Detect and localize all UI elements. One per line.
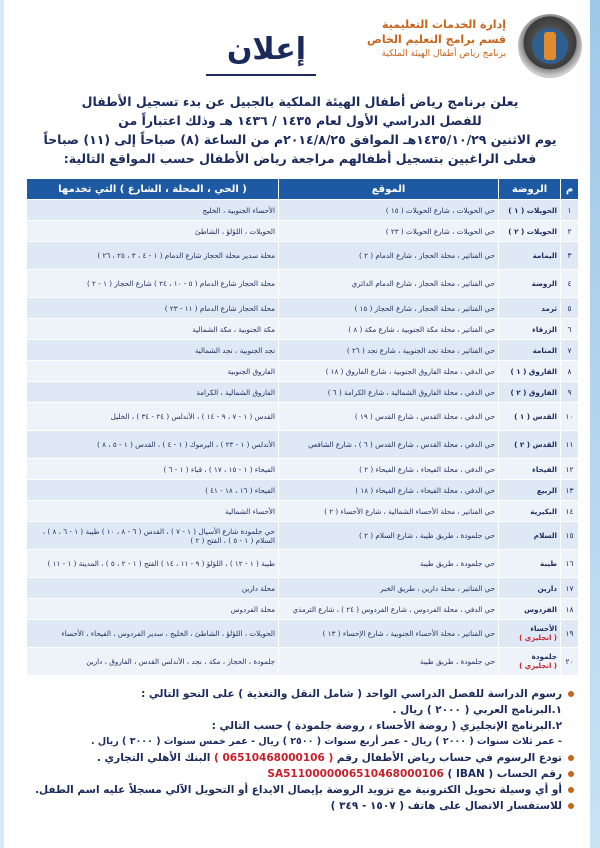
row-number-text: ١٦	[565, 559, 574, 568]
table-row	[27, 431, 579, 459]
table-row	[27, 403, 579, 431]
kindergarten-name	[499, 340, 561, 361]
location-cell	[279, 459, 499, 480]
kindergarten-name-text: البكيرية	[530, 506, 557, 516]
service-area-cell	[27, 298, 279, 319]
fees-line3: ٢.البرنامج الإنجليزي ( روضة الأحساء ، روضة جلمودة ) حسب التالي :	[211, 720, 562, 732]
intro-line4: فعلى الراغبين بتسجيل أطفالهم مراجعة رياض الأطفال حسب المواقع التالية:	[63, 151, 537, 166]
location-cell	[279, 431, 499, 459]
service-area-cell	[27, 361, 279, 382]
location-cell	[279, 550, 499, 578]
row-number-text: ١	[567, 205, 572, 215]
kindergarten-name-text: المنامة	[532, 345, 557, 355]
iban-number: SA5110000006510468000106	[267, 768, 444, 780]
location-cell-text: حي الفناتير ، محلة دارين ، طريق الخبر	[380, 583, 495, 593]
kindergarten-name-text: ثرمد	[541, 303, 557, 313]
kindergarten-name-text: اليمامة	[532, 251, 557, 260]
location-cell	[279, 242, 499, 270]
row-number	[561, 459, 579, 480]
location-cell	[279, 361, 499, 382]
service-area-cell-text: الأحساء الشمالية	[225, 506, 275, 516]
row-number-text: ١٩	[565, 629, 574, 638]
row-number-text: ١٧	[565, 583, 574, 593]
page-title: إعلان	[226, 32, 306, 67]
table-row	[27, 578, 579, 599]
row-number	[561, 550, 579, 578]
fees-line4: - عمر ثلاث سنوات ( ٢٠٠٠ ) ريال - عمر أربع سنوات ( ٢٥٠٠ ) ريال - عمر خمس سنوات ( ٣٠٠٠ ) ريال .	[90, 736, 562, 747]
row-number	[561, 480, 579, 501]
service-area-cell-text: الأندلس ( ١ - ٢٣ ) ، اليرموك ( ١ - ٤ ) ، القدس ( ١ - ٥ ، ٨ )	[97, 440, 275, 449]
kindergarten-name	[499, 599, 561, 620]
location-cell-text: حي جلمودة ، طريق طيبة	[419, 657, 495, 666]
fees-line5-post: البنك الأهلي التجاري .	[96, 752, 211, 764]
service-area-cell-text: طيبة ( ١ - ١٢ ) ، اللؤلؤ ( ٩ - ١١ ، ١٤ ) الفتح ( ١ - ٢ ، ٥ ) ، المدينة ( ١ - ١١ )	[47, 559, 275, 568]
row-number	[561, 431, 579, 459]
table-row	[27, 382, 579, 403]
row-number-text: ٣	[567, 251, 572, 260]
kindergarten-name	[499, 361, 561, 382]
location-cell-text: حي الدفي ، محلة القدس ، شارع القدس ( ٦ ) ، شارع الشافعي	[307, 440, 495, 449]
table-row	[27, 242, 579, 270]
row-number-text: ١٣	[565, 485, 574, 495]
service-area-cell-text: جلمودة ، الحجاز ، مكة ، نجد ، الأندلس القدس ، الفاروق ، دارين	[86, 657, 275, 666]
kindergarten-name-text: الفردوس	[524, 604, 557, 614]
service-area-cell-text: محلة الحجاز شارع الدمام ( ٥ - ١٠ ، ٢٤ ) شارع الحجاز ( ١ - ٢ )	[86, 279, 275, 288]
header-location: الموقع	[279, 179, 499, 200]
table-row	[27, 340, 579, 361]
header-num: م	[561, 179, 579, 200]
table-row	[27, 599, 579, 620]
kindergarten-name	[499, 221, 561, 242]
location-cell	[279, 319, 499, 340]
account-number: ( 06510468000106 )	[214, 752, 334, 764]
kindergarten-name-text: الروضة	[531, 279, 557, 288]
row-number	[561, 501, 579, 522]
service-area-cell-text: الفاروق الشمالية ، الكرامة	[196, 387, 275, 397]
table-row	[27, 550, 579, 578]
table-row	[27, 648, 579, 676]
table-row	[27, 298, 579, 319]
service-area-cell	[27, 200, 279, 221]
kindergarten-name-text: الحويلات ( ١ )	[508, 205, 557, 215]
kindergarten-name	[499, 620, 561, 648]
kindergarten-name-text: جلمودة	[531, 652, 557, 661]
kindergarten-name-text: الفيحاء	[532, 464, 557, 474]
table-row	[27, 270, 579, 298]
location-cell-text: حي الفناتير ، محلة مكة الجنوبية ، شارع مكة ( ٨ )	[348, 324, 495, 334]
fees-section	[26, 686, 574, 814]
kindergarten-name	[499, 298, 561, 319]
kindergarten-name	[499, 403, 561, 431]
table-row	[27, 480, 579, 501]
row-number	[561, 242, 579, 270]
location-cell-text: حي الدفي ، محلة الفاروق الجنوبية ، شارع الفاروق ( ١٨ )	[325, 366, 495, 376]
service-area-cell	[27, 578, 279, 599]
row-number	[561, 270, 579, 298]
service-area-cell-text: مكة الجنوبية ، مكة الشمالية	[192, 324, 275, 334]
row-number	[561, 599, 579, 620]
row-number	[561, 578, 579, 599]
row-number-text: ٢	[567, 226, 572, 236]
kindergarten-name-text: الزرقاء	[532, 324, 557, 334]
row-number-text: ٧	[567, 345, 572, 355]
row-number	[561, 319, 579, 340]
table-body	[27, 200, 579, 676]
location-cell-text: حي جلمودة ، طريق طيبة	[419, 559, 495, 568]
service-area-cell	[27, 270, 279, 298]
location-cell-text: حي الدفي ، محلة الفيحاء ، شارع الفيحاء ( ٢ )	[359, 464, 495, 474]
location-cell	[279, 340, 499, 361]
fees-line8: للاستفسار الاتصال على هاتف ( ١٥٠٧ - ٣٤٩ )	[330, 800, 562, 812]
service-area-cell-text: حي جلمودة شارع الأسيال ( ١ - ٧ ) ، القدس ( ٦ - ٨ ، ١٠ ) طيبة ( ١ - ٦ ، ٨ ) ، السلام ( ١ - ٥ ) ، الفتح ( ٢ )	[42, 526, 275, 545]
location-cell	[279, 200, 499, 221]
service-area-cell-text: محلة سدير محلة الحجاز شارع الدمام ( ١ - ٤ ، ٣ ، ٢٥ ، ٢٦ )	[97, 251, 275, 260]
kindergarten-name-text: الحويلات ( ٢ )	[508, 226, 557, 236]
location-cell-text: حي الفناتير ، محلة الحجاز ، شارع الدمام ( ٢ )	[359, 251, 495, 260]
fees-line1: رسوم الدراسة للفصل الدراسي الواحد ( شامل النقل والتغذية ) على النحو التالي :	[141, 688, 562, 700]
location-cell	[279, 480, 499, 501]
service-area-cell	[27, 340, 279, 361]
row-number-text: ١٥	[565, 531, 574, 540]
service-area-cell	[27, 501, 279, 522]
table-row	[27, 221, 579, 242]
row-number-text: ٤	[567, 279, 572, 288]
service-area-cell	[27, 221, 279, 242]
header	[14, 8, 586, 80]
kindergarten-name-text: الفاروق ( ٢ )	[510, 387, 557, 397]
service-area-cell-text: الفاروق الجنوبية	[227, 366, 275, 376]
dept-line1: إدارة الخدمات التعليمية	[382, 18, 506, 31]
service-area-cell	[27, 242, 279, 270]
location-cell	[279, 221, 499, 242]
service-area-cell	[27, 319, 279, 340]
intro-line1: يعلن برنامج رياض أطفال الهيئة الملكية بالجبيل عن بدء تسجيل الأطفال	[81, 94, 519, 109]
department-block	[367, 18, 506, 59]
kindergarten-name-text: القدس ( ٢ )	[514, 440, 557, 449]
location-cell	[279, 270, 499, 298]
english-program-badge: ( انجليزي )	[519, 662, 557, 670]
service-area-cell-text: الأحساء الجنوبية ، الخليج	[202, 205, 275, 215]
row-number-text: ١٢	[565, 464, 574, 474]
row-number-text: ٦	[567, 324, 572, 334]
location-cell-text: حي الحويلات ، شارع الحويلات ( ٢٣ )	[385, 226, 495, 236]
location-cell-text: حي الفناتير ، محلة الأحساء الشمالية ، شارع الأحساء ( ٢ )	[324, 506, 495, 516]
kindergarten-name-text: الفاروق ( ١ )	[510, 366, 557, 376]
table-row	[27, 459, 579, 480]
location-cell-text: حي الدفي ، محلة الفاروق الشمالية ، شارع الكرامة ( ٦ )	[327, 387, 495, 397]
row-number	[561, 382, 579, 403]
row-number	[561, 648, 579, 676]
location-cell-text: حي الفناتير ، محلة الأحساء الجنوبية ، شارع الإحساء ( ١٣ )	[322, 629, 495, 638]
table-row	[27, 522, 579, 550]
row-number-text: ١١	[565, 440, 574, 449]
fees-line2: ١.البرنامج العربي ( ٢٠٠٠ ) ريال .	[392, 704, 562, 716]
location-cell-text: حي الحويلات ، شارع الحويلات ( ١٥ )	[385, 205, 495, 215]
service-area-cell	[27, 648, 279, 676]
header-area: ( الحي ، المحلة ، الشارع ) التي تخدمها	[27, 179, 279, 200]
row-number-text: ٩	[567, 387, 572, 397]
location-cell	[279, 522, 499, 550]
service-area-cell-text: الحويلات ، اللؤلؤ ، الشاطئ	[194, 226, 275, 236]
service-area-cell-text: محلة دارين	[241, 583, 275, 593]
location-cell	[279, 578, 499, 599]
fees-line5-pre: تودع الرسوم في حساب رياض الأطفال رقم	[336, 752, 562, 764]
service-area-cell-text: محلة الحجاز شارع الدمام ( ١١ - ٢٣ )	[164, 303, 275, 313]
table-row	[27, 620, 579, 648]
royal-commission-logo-icon	[518, 14, 582, 78]
location-cell-text: حي الفناتير ، محلة نجد الجنوبية ، شارع نجد ( ٢٦ )	[346, 345, 495, 355]
kindergarten-name-text: الأحساء	[530, 624, 557, 633]
service-area-cell	[27, 522, 279, 550]
kindergarten-name-text: طيبة	[540, 559, 557, 568]
service-area-cell	[27, 431, 279, 459]
kindergarten-name	[499, 522, 561, 550]
row-number	[561, 340, 579, 361]
row-number	[561, 403, 579, 431]
iban-label: رقم الحساب ( IBAN )	[447, 768, 562, 780]
kindergarten-name	[499, 459, 561, 480]
kindergarten-name-text: السلام	[533, 531, 557, 540]
service-area-cell	[27, 550, 279, 578]
row-number-text: ١٨	[565, 604, 574, 614]
english-program-badge: ( انجليزي )	[519, 634, 557, 642]
kindergarten-name	[499, 319, 561, 340]
service-area-cell-text: القدس ( ١ - ٧ ، ٩ - ١٤ ) ، الأندلس ( ٢٤ - ٣٤ ) ، الخليل	[110, 412, 275, 421]
location-cell-text: حي جلمودة ، طريق طيبة ، شارع السلام ( ٢ )	[359, 531, 495, 540]
kindergarten-name	[499, 480, 561, 501]
location-cell	[279, 403, 499, 431]
kindergarten-name	[499, 648, 561, 676]
kindergarten-name	[499, 578, 561, 599]
kindergarten-name-text: دارين	[537, 583, 557, 593]
row-number-text: ١٤	[565, 506, 574, 516]
kindergarten-name-text: القدس ( ١ )	[514, 412, 557, 421]
kindergarten-name	[499, 242, 561, 270]
location-cell	[279, 382, 499, 403]
location-cell-text: حي الفناتير ، محلة الحجاز ، شارع الحجاز ( ١٥ )	[354, 303, 495, 313]
location-cell	[279, 298, 499, 319]
row-number	[561, 620, 579, 648]
intro-text	[40, 92, 560, 168]
kindergarten-name-text: الربيع	[536, 485, 557, 495]
table-row	[27, 501, 579, 522]
service-area-cell	[27, 403, 279, 431]
left-frame-bar	[0, 0, 4, 848]
row-number-text: ٨	[567, 366, 572, 376]
row-number	[561, 200, 579, 221]
table-row	[27, 319, 579, 340]
header-kg: الروضة	[499, 179, 561, 200]
location-cell-text: حي الدفي ، محلة الفردوس ، شارع الفردوس ( ٢٤ ) ، شارع الترمذي	[292, 604, 495, 614]
service-area-cell	[27, 459, 279, 480]
service-area-cell-text: الفيحاء ( ١٦ ، ١٨ - ٤١ )	[205, 485, 275, 495]
title-underline	[206, 74, 316, 76]
row-number-text: ١٠	[565, 412, 574, 421]
kindergarten-name	[499, 501, 561, 522]
location-cell-text: حي الدفي ، محلة الفيحاء ، شارع الفيحاء ( ١٨ )	[355, 485, 495, 495]
right-frame-bar	[590, 0, 600, 848]
dept-line2: قسم برامج التعليم الخاص	[367, 33, 506, 46]
fees-line7: أو أي وسيلة تحويل الكترونية مع تزويد الروضة بإيصال الايداع أو التحويل الآلي مسجلاً عليه اسم الطفل.	[35, 784, 562, 796]
row-number-text: ٥	[567, 303, 572, 313]
service-area-cell-text: نجد الجنوبية ، نجد الشمالية	[194, 345, 275, 355]
table-row	[27, 200, 579, 221]
location-cell	[279, 501, 499, 522]
dept-line3: برنامج رياض أطفال الهيئة الملكية	[381, 49, 506, 59]
intro-line2: للفصل الدراسي الأول لعام ١٤٣٥ / ١٤٣٦ هـ وذلك اعتباراً من	[118, 113, 482, 128]
table-header-row	[27, 179, 579, 200]
service-area-cell	[27, 620, 279, 648]
service-area-cell	[27, 599, 279, 620]
row-number	[561, 522, 579, 550]
location-cell-text: حي الفناتير ، محلة الحجاز ، شارع الدمام الدائري	[351, 279, 495, 288]
location-cell-text: حي الدفي ، محلة القدس ، شارع القدس ( ١٩ )	[354, 412, 495, 421]
location-cell	[279, 599, 499, 620]
kindergarten-table	[26, 178, 579, 676]
location-cell	[279, 620, 499, 648]
service-area-cell	[27, 480, 279, 501]
service-area-cell-text: الحويلات ، اللؤلؤ ، الشاطئ ، الخليج ، سدير الفردوس ، الفيحاء ، الأحساء	[61, 629, 275, 638]
service-area-cell	[27, 382, 279, 403]
row-number	[561, 298, 579, 319]
kindergarten-name	[499, 550, 561, 578]
table-row	[27, 361, 579, 382]
service-area-cell-text: محلة الفردوس	[230, 604, 275, 614]
kindergarten-name	[499, 382, 561, 403]
service-area-cell-text: الفيحاء ( ١ - ١٥ ، ١٧ ) ، قباء ( ١ - ٦ )	[163, 464, 275, 474]
row-number	[561, 361, 579, 382]
kindergarten-name	[499, 431, 561, 459]
location-cell	[279, 648, 499, 676]
row-number	[561, 221, 579, 242]
kindergarten-name	[499, 200, 561, 221]
row-number-text: ٢٠	[565, 657, 574, 666]
intro-line3: يوم الاثنين ١٤٣٥/١٠/٢٩هـ الموافق ٢٠١٤/٨/٢٥م من الساعة (٨) صباحاً إلى (١١) صباحاً	[43, 132, 557, 147]
kindergarten-name	[499, 270, 561, 298]
